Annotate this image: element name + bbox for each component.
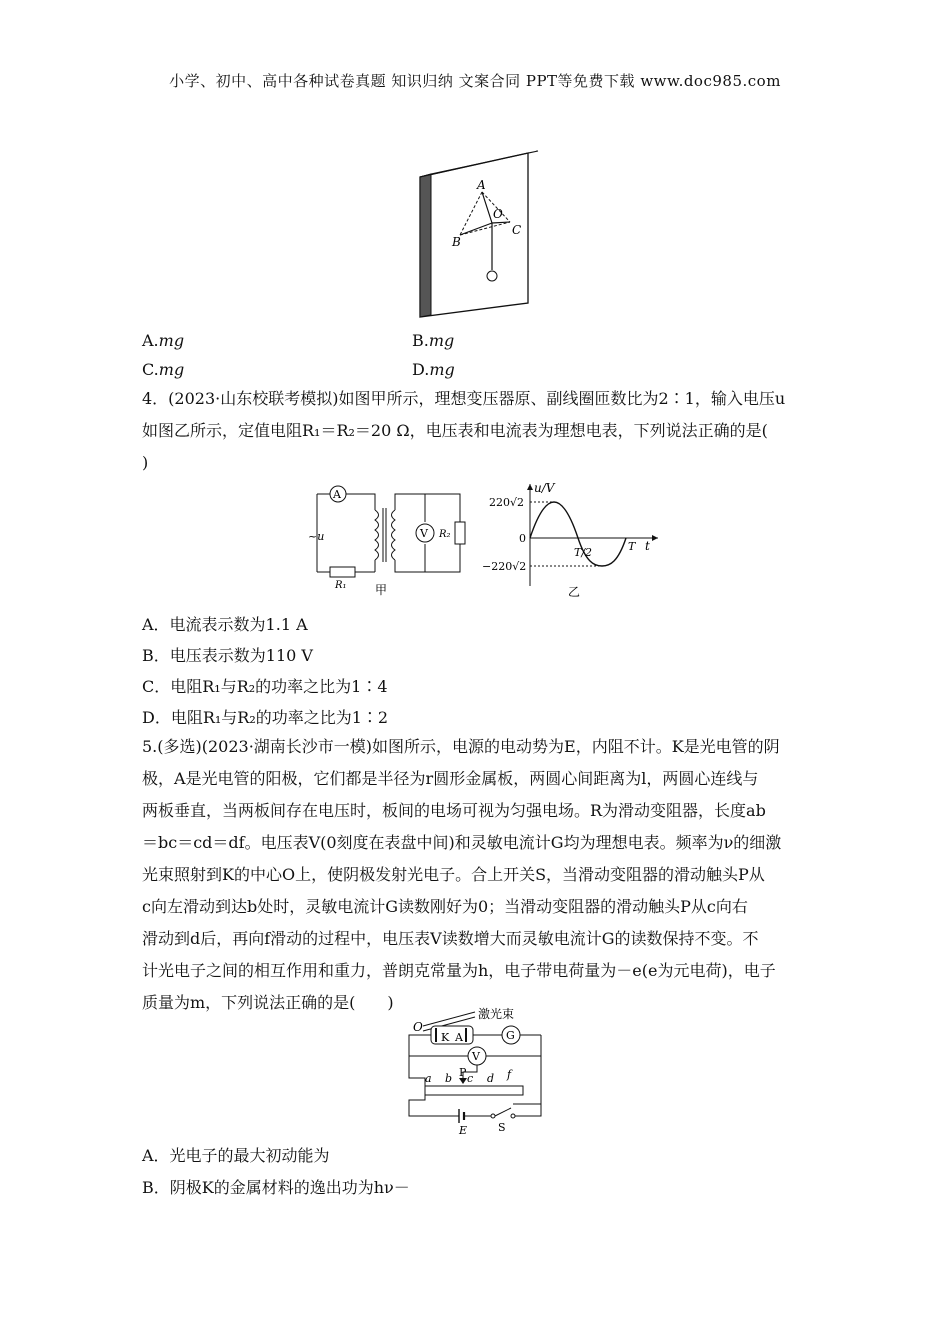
q4-option-c: C．电阻R₁与R₂的功率之比为1∶4 (142, 677, 388, 696)
q5-option-a: A．光电子的最大初动能为 (142, 1146, 330, 1165)
switch-icon (495, 1108, 511, 1116)
q4-figure-yi (478, 476, 668, 604)
label-e: E (459, 1124, 468, 1136)
label-v: V (472, 1050, 480, 1063)
q4-stem-line: 4．(2023·山东校联考模拟)如图甲所示，理想变压器原、副线圈匝数比为2∶1，输入电压u (142, 389, 786, 408)
rheostat (425, 1086, 523, 1095)
q4-figure-jia (305, 482, 470, 600)
q4-option-a: A．电流表示数为1.1 A (142, 615, 308, 634)
q4-stem-line: ) (142, 453, 149, 472)
q3-figure (410, 145, 540, 325)
q4-stem (142, 383, 822, 479)
period-label: T (628, 540, 636, 553)
label-a: A (455, 1031, 463, 1044)
q4-stem-line: 如图乙所示，定值电阻R₁＝R₂＝20 Ω，电压表和电流表为理想电表，下列说法正确的是( (142, 421, 768, 440)
page-header: 小学、初中、高中各种试卷真题 知识归纳 文案合同 PPT等免费下载 www.doc985.com (169, 72, 781, 90)
primary-coil (375, 510, 379, 560)
q3-option-d: D.mg (412, 360, 455, 379)
half-period-label: T/2 (574, 546, 593, 559)
label-pd: d (487, 1072, 495, 1085)
label-a: A (477, 178, 486, 192)
q5-stem (142, 731, 822, 1019)
q5-stem-line: 滑动到d后，再向f滑动的过程中，电压表V读数增大而灵敏电流计G的读数保持不变。不 (142, 929, 759, 948)
label-o: O (493, 207, 503, 221)
q3-option-a: A.mg (142, 331, 185, 350)
q5-option-b: B．阴极K的金属材料的逸出功为hν－ (142, 1178, 410, 1197)
peak-positive-label: 220√2 (489, 496, 525, 509)
q5-stem-line: 计光电子之间的相互作用和重力，普朗克常量为h，电子带电荷量为－e(e为元电荷)，电子 (142, 961, 776, 980)
q3-option-c: C.mg (142, 360, 185, 379)
label-k: K (441, 1031, 450, 1044)
fig-caption-yi: 乙 (568, 585, 581, 599)
r2-label: R₂ (439, 529, 451, 540)
q5-stem-line: 质量为m，下列说法正确的是( ) (142, 993, 394, 1012)
fig-caption-jia: 甲 (375, 583, 388, 597)
r1-label: R₁ (335, 580, 347, 591)
q5-stem-line: 光束照射到K的中心O上，使阴极发射光电子。合上开关S，当滑动变阻器的滑动触头P从 (142, 865, 765, 884)
label-s: S (498, 1121, 506, 1134)
q4-option-b: B．电压表示数为110 V (142, 646, 313, 665)
laser-label: 激光束 (478, 1007, 515, 1021)
r2-resistor (455, 522, 465, 544)
q4-option-d: D．电阻R₁与R₂的功率之比为1∶2 (142, 708, 389, 727)
label-pb: b (445, 1072, 453, 1085)
q5-stem-line: 5.(多选)(2023·湖南长沙市一模)如图所示，电源的电动势为E，内阻不计。K是光电管的阴 (142, 737, 780, 756)
source-label: ~u (308, 530, 325, 543)
label-pa: a (425, 1072, 432, 1085)
q3-option-b: B.mg (412, 331, 455, 350)
label-b: B (452, 235, 461, 249)
q5-figure (403, 1004, 553, 1136)
q5-options (142, 1140, 410, 1204)
label-c: C (512, 223, 522, 237)
label-p: P (459, 1066, 467, 1079)
ammeter-label: A (333, 488, 341, 501)
label-pc: c (467, 1072, 474, 1085)
voltmeter-label: V (420, 527, 428, 540)
q5-stem-line: 两板垂直，当两板间存在电压时，板间的电场可视为匀强电场。R为滑动变阻器，长度ab (142, 801, 766, 820)
secondary-coil (392, 510, 396, 560)
q5-stem-line: 极，A是光电管的阳极，它们都是半径为r圆形金属板，两圆心间距离为l，两圆心连线与 (142, 769, 759, 788)
q4-options (142, 609, 388, 733)
label-g: G (506, 1029, 515, 1042)
q5-stem-line: c向左滑动到达b处时，灵敏电流计G读数刚好为0；当滑动变阻器的滑动触头P从c向右 (142, 897, 748, 916)
label-o: O (413, 1020, 423, 1034)
axis-x-label: t (645, 539, 650, 553)
peak-negative-label: −220√2 (482, 560, 527, 573)
axis-y-label: u/V (534, 481, 555, 495)
label-pf: f (507, 1068, 512, 1081)
origin-label: 0 (519, 532, 526, 545)
q5-stem-line: ＝bc＝cd＝df。电压表V(0刻度在表盘中间)和灵敏电流计G均为理想电表。频率为ν的细激 (142, 833, 782, 852)
